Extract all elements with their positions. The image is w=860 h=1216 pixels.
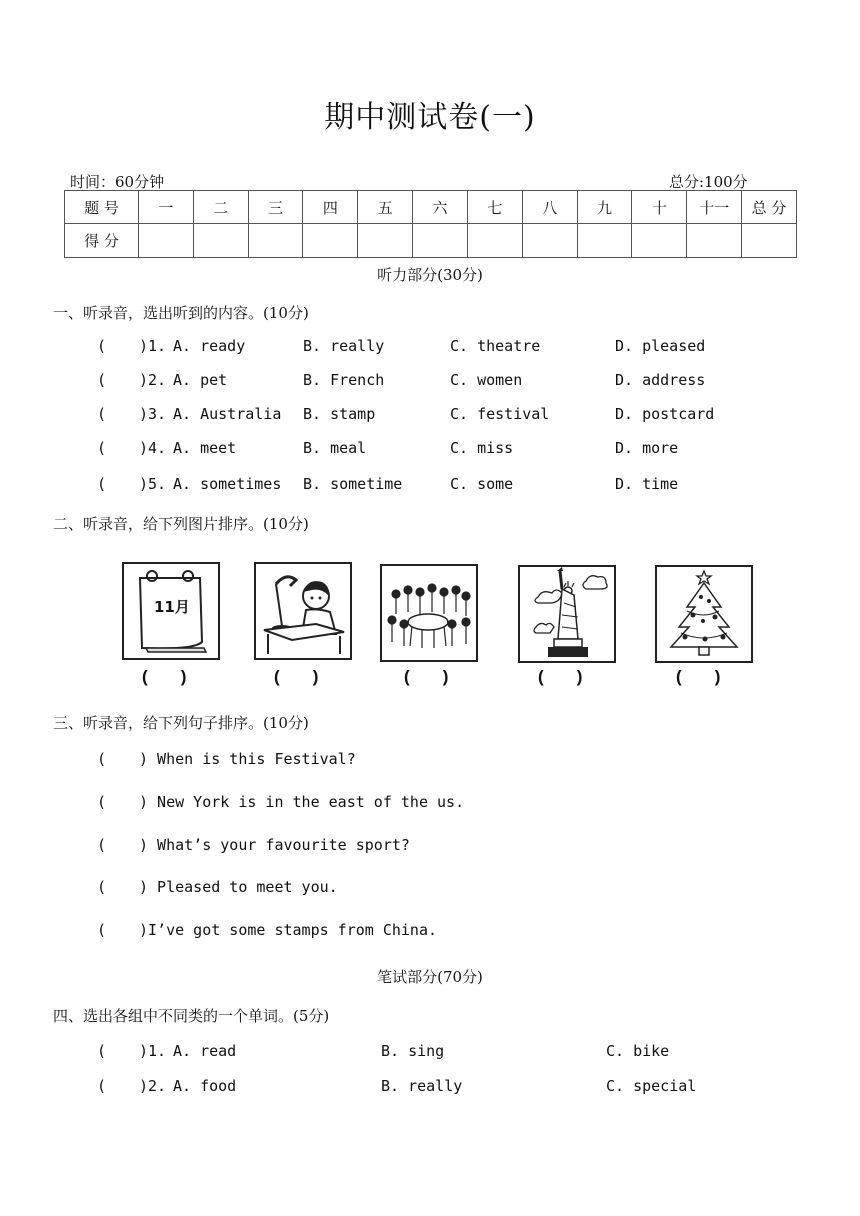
score-cell[interactable] bbox=[248, 224, 303, 258]
option-a: A. ready bbox=[173, 337, 246, 355]
option-a: A. meet bbox=[173, 439, 237, 457]
question-number: )1. bbox=[139, 337, 167, 355]
section2-title: 二、听录音，给下列图片排序。(10分) bbox=[53, 515, 309, 533]
crowd-icon bbox=[382, 566, 476, 660]
boy-studying-icon bbox=[256, 564, 350, 658]
score-cell[interactable] bbox=[139, 224, 194, 258]
question-number: )1. bbox=[139, 1042, 167, 1060]
option-d: D. postcard bbox=[615, 405, 715, 423]
answer-blank[interactable]: ( bbox=[97, 1042, 107, 1060]
option-b: B. really bbox=[303, 337, 385, 355]
option-c: C. women bbox=[450, 371, 523, 389]
score-column-header: 三 bbox=[248, 191, 303, 224]
answer-blank[interactable]: ( bbox=[97, 921, 107, 939]
score-table-header-row bbox=[65, 191, 797, 224]
option-a: A. Australia bbox=[173, 405, 282, 423]
picture-frame bbox=[518, 565, 616, 663]
answer-blank[interactable]: ( bbox=[97, 475, 107, 493]
score-table bbox=[64, 190, 797, 258]
option-c: C. some bbox=[450, 475, 514, 493]
option-b: B. stamp bbox=[303, 405, 376, 423]
score-column-header: 十一 bbox=[687, 191, 742, 224]
answer-blank[interactable]: ( bbox=[97, 836, 107, 854]
score-cell[interactable] bbox=[303, 224, 358, 258]
sentence-item: ) New York is in the east of the us. bbox=[139, 793, 465, 811]
question-number: )2. bbox=[139, 1077, 167, 1095]
score-cell[interactable] bbox=[742, 224, 797, 258]
option-a: A. food bbox=[173, 1077, 237, 1095]
picture-frame bbox=[122, 562, 220, 660]
score-cell[interactable] bbox=[687, 224, 742, 258]
answer-blank[interactable]: ( bbox=[97, 439, 107, 457]
option-a: A. read bbox=[173, 1042, 237, 1060]
option-c: C. bike bbox=[606, 1042, 670, 1060]
picture-frame bbox=[655, 565, 753, 663]
picture-frame bbox=[254, 562, 352, 660]
christmas-tree-icon bbox=[657, 567, 751, 661]
score-column-header: 四 bbox=[303, 191, 358, 224]
answer-blank[interactable]: ( bbox=[97, 405, 107, 423]
calendar-icon bbox=[124, 564, 218, 658]
option-d: D. more bbox=[615, 439, 679, 457]
answer-blank[interactable]: ( bbox=[97, 337, 107, 355]
picture-answer-blank[interactable]: ( ) bbox=[676, 667, 721, 686]
question-number: )4. bbox=[139, 439, 167, 457]
answer-blank[interactable]: ( bbox=[97, 793, 107, 811]
picture-answer-blank[interactable]: ( ) bbox=[404, 667, 449, 686]
score-cell[interactable] bbox=[632, 224, 687, 258]
score-cell[interactable] bbox=[467, 224, 522, 258]
answer-blank[interactable]: ( bbox=[97, 1077, 107, 1095]
section3-title: 三、听录音，给下列句子排序。(10分) bbox=[53, 714, 309, 732]
listening-section-header: 听力部分(30分) bbox=[377, 266, 483, 284]
score-table-score-row bbox=[65, 224, 797, 258]
question-number: )5. bbox=[139, 475, 167, 493]
option-d: D. time bbox=[615, 475, 679, 493]
option-c: C. theatre bbox=[450, 337, 541, 355]
sentence-item: ) Pleased to meet you. bbox=[139, 878, 338, 896]
picture-answer-blank[interactable]: ( ) bbox=[142, 667, 187, 686]
question-number: )3. bbox=[139, 405, 167, 423]
sentence-item: ) When is this Festival? bbox=[139, 750, 356, 768]
time-label: 时间：60分钟 bbox=[70, 173, 165, 191]
score-column-header: 一 bbox=[139, 191, 194, 224]
score-table-header-label: 题 号 bbox=[65, 191, 139, 224]
option-b: B. meal bbox=[303, 439, 367, 457]
option-c: C. festival bbox=[450, 405, 550, 423]
score-cell[interactable] bbox=[358, 224, 413, 258]
option-b: B. French bbox=[303, 371, 385, 389]
score-table-score-label: 得 分 bbox=[65, 224, 139, 258]
score-cell[interactable] bbox=[577, 224, 632, 258]
score-cell[interactable] bbox=[522, 224, 577, 258]
option-b: B. sing bbox=[381, 1042, 445, 1060]
score-column-header: 十 bbox=[632, 191, 687, 224]
score-column-header: 五 bbox=[358, 191, 413, 224]
total-score-label: 总分:100分 bbox=[669, 173, 748, 191]
page-title: 期中测试卷(一) bbox=[324, 100, 536, 135]
option-c: C. miss bbox=[450, 439, 514, 457]
written-section-header: 笔试部分(70分) bbox=[377, 968, 483, 986]
score-cell[interactable] bbox=[413, 224, 468, 258]
question-number: )2. bbox=[139, 371, 167, 389]
sentence-item: ) What’s your favourite sport? bbox=[139, 836, 410, 854]
score-column-header: 八 bbox=[522, 191, 577, 224]
sentence-item: )I’ve got some stamps from China. bbox=[139, 921, 438, 939]
answer-blank[interactable]: ( bbox=[97, 750, 107, 768]
answer-blank[interactable]: ( bbox=[97, 371, 107, 389]
picture-answer-blank[interactable]: ( ) bbox=[538, 667, 583, 686]
score-column-header: 六 bbox=[413, 191, 468, 224]
score-column-header: 总 分 bbox=[742, 191, 797, 224]
statue-of-liberty-icon bbox=[520, 567, 614, 661]
answer-blank[interactable]: ( bbox=[97, 878, 107, 896]
option-b: B. sometime bbox=[303, 475, 403, 493]
score-cell[interactable] bbox=[193, 224, 248, 258]
score-column-header: 九 bbox=[577, 191, 632, 224]
option-a: A. pet bbox=[173, 371, 228, 389]
calendar-month-text: 11月 bbox=[154, 598, 190, 616]
option-a: A. sometimes bbox=[173, 475, 282, 493]
picture-answer-blank[interactable]: ( ) bbox=[274, 667, 319, 686]
option-d: D. pleased bbox=[615, 337, 706, 355]
section1-title: 一、听录音，选出听到的内容。(10分) bbox=[53, 304, 309, 322]
section4-title: 四、选出各组中不同类的一个单词。(5分) bbox=[53, 1007, 330, 1025]
score-column-header: 七 bbox=[467, 191, 522, 224]
option-d: D. address bbox=[615, 371, 706, 389]
score-column-header: 二 bbox=[193, 191, 248, 224]
picture-frame bbox=[380, 564, 478, 662]
option-c: C. special bbox=[606, 1077, 697, 1095]
option-b: B. really bbox=[381, 1077, 463, 1095]
